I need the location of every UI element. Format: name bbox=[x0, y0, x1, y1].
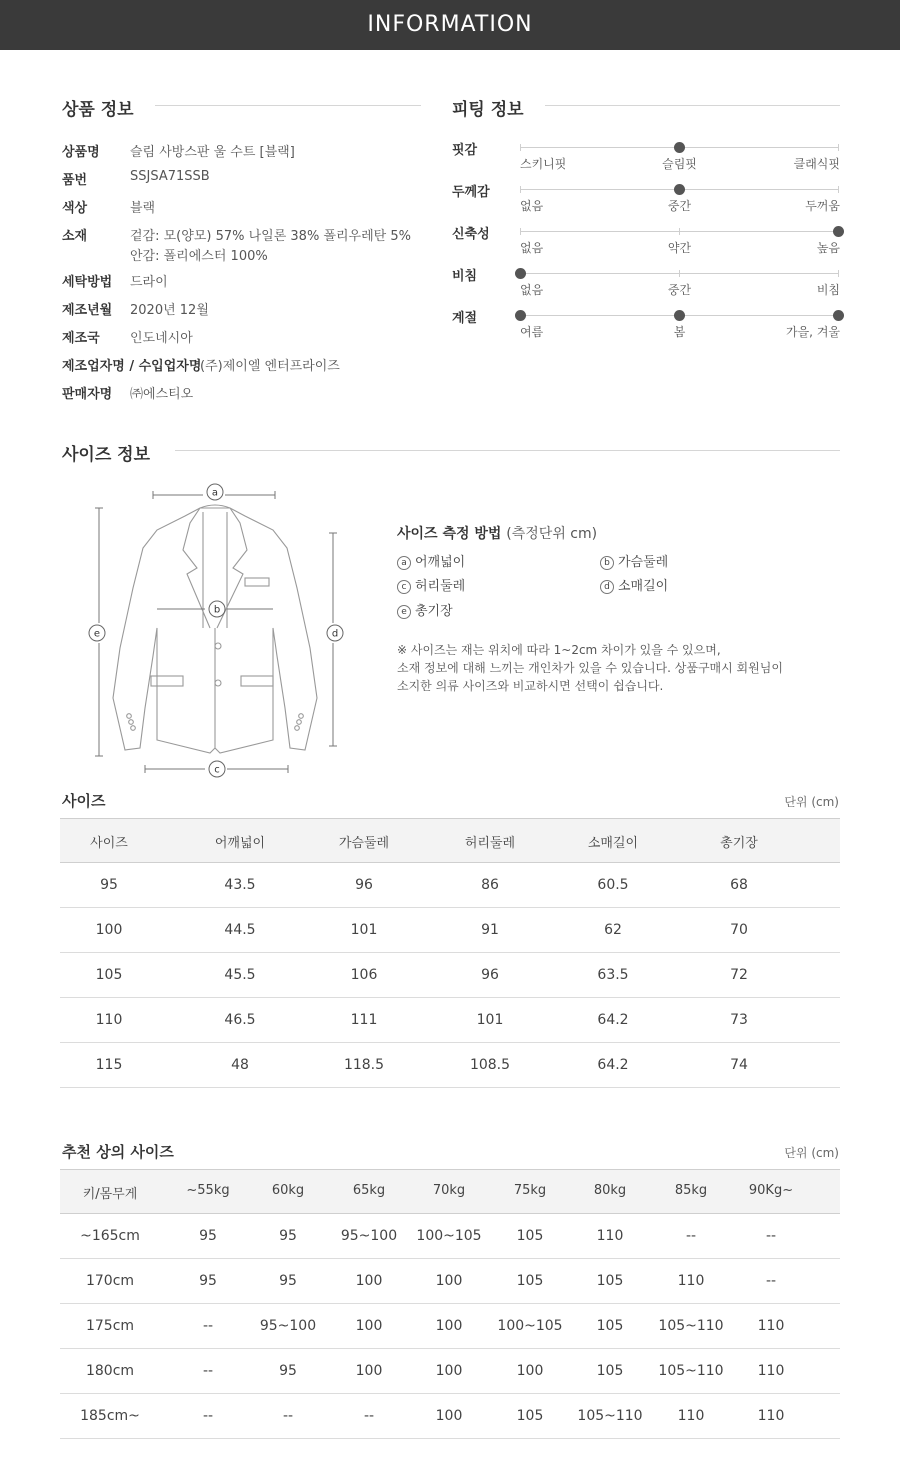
table-cell: -- bbox=[363, 1407, 375, 1424]
fitting-key: 신축성 bbox=[452, 227, 490, 242]
diagram-letter-d: d bbox=[331, 628, 339, 640]
table-cell: 60.5 bbox=[597, 876, 629, 893]
table-cell: 91 bbox=[481, 921, 499, 938]
table-cell: 110 bbox=[757, 1407, 785, 1424]
product-info-key: 색상 bbox=[62, 201, 88, 216]
table-cell: 106 bbox=[350, 966, 378, 983]
table-cell: 95 bbox=[279, 1227, 297, 1244]
fitting-label: 봄 bbox=[673, 325, 686, 339]
table-row-divider bbox=[60, 1393, 840, 1394]
product-info-value: 블랙 bbox=[130, 201, 156, 216]
rec-table-title: 추천 상의 사이즈 bbox=[62, 1143, 174, 1161]
fitting-row bbox=[452, 223, 842, 263]
fitting-label: 스키니핏 bbox=[520, 157, 567, 171]
table-cell: 185cm~ bbox=[80, 1407, 140, 1424]
fitting-label: 비침 bbox=[816, 283, 840, 297]
diagram-letter-a: a bbox=[211, 487, 219, 499]
table-cell: 45.5 bbox=[224, 966, 256, 983]
measure-letter: b bbox=[600, 556, 614, 570]
product-info-value: 2020년 12월 bbox=[130, 303, 209, 318]
table-header-cell: 사이즈 bbox=[90, 835, 128, 851]
table-header-cell: 90Kg~ bbox=[748, 1182, 794, 1198]
table-cell: 46.5 bbox=[224, 1011, 256, 1028]
table-row-divider bbox=[60, 1348, 840, 1349]
table-cell: 95 bbox=[279, 1272, 297, 1289]
fitting-label: 중간 bbox=[667, 199, 692, 213]
product-info-key: 제조업자명 / 수입업자명 bbox=[62, 359, 202, 374]
fitting-label: 중간 bbox=[667, 283, 692, 297]
table-cell: 105 bbox=[516, 1227, 544, 1244]
diagram-letter-e: e bbox=[93, 628, 101, 640]
divider bbox=[175, 450, 840, 451]
product-info-row bbox=[62, 197, 422, 217]
table-cell: 95 bbox=[199, 1272, 217, 1289]
product-info-key: 제조국 bbox=[62, 331, 100, 346]
fitting-tick bbox=[520, 144, 521, 151]
product-info-key: 판매자명 bbox=[62, 387, 113, 402]
table-cell: -- bbox=[282, 1407, 294, 1424]
table-cell: 118.5 bbox=[343, 1056, 385, 1073]
table-header-cell: 어깨넓이 bbox=[214, 835, 266, 851]
divider bbox=[155, 105, 421, 106]
product-info-value: SSJSA71SSB bbox=[130, 169, 210, 184]
measure-item bbox=[397, 575, 465, 594]
table-cell: 105~110 bbox=[577, 1407, 643, 1424]
product-info-value: ㈜에스티오 bbox=[130, 387, 194, 402]
table-header-cell: 가슴둘레 bbox=[338, 835, 390, 851]
table-row-divider bbox=[60, 1438, 840, 1439]
table-cell: 111 bbox=[350, 1011, 378, 1028]
size-note-line: ※ 사이즈는 재는 위치에 따라 1~2cm 차이가 있을 수 있으며, bbox=[397, 643, 721, 657]
rec-table-unit: 단위 (cm) bbox=[784, 1146, 839, 1160]
table-header-cell: 키/몸무게 bbox=[82, 1186, 138, 1202]
table-cell: 95 bbox=[279, 1362, 297, 1379]
table-cell: 100 bbox=[95, 921, 123, 938]
table-cell: 101 bbox=[350, 921, 378, 938]
table-cell: 110 bbox=[95, 1011, 123, 1028]
fitting-row bbox=[452, 307, 842, 347]
fitting-scale bbox=[520, 315, 839, 316]
product-info-row bbox=[62, 169, 422, 189]
fitting-marker bbox=[515, 268, 526, 279]
table-cell: -- bbox=[685, 1227, 697, 1244]
fitting-key: 두께감 bbox=[452, 185, 490, 200]
measure-method-label: 사이즈 측정 방법 bbox=[397, 526, 502, 542]
table-header-cell: 허리둘레 bbox=[464, 835, 516, 851]
fitting-tick bbox=[520, 228, 521, 235]
product-info-row bbox=[62, 271, 422, 291]
product-info-value: 슬림 사방스판 울 수트 [블랙] bbox=[130, 145, 295, 160]
table-cell: 105 bbox=[516, 1407, 544, 1424]
table-cell: 100 bbox=[516, 1362, 544, 1379]
fitting-scale bbox=[520, 147, 839, 148]
fitting-tick bbox=[520, 186, 521, 193]
table-cell: -- bbox=[202, 1317, 214, 1334]
table-cell: 100 bbox=[435, 1362, 463, 1379]
fitting-marker bbox=[833, 226, 844, 237]
table-cell: 74 bbox=[730, 1056, 748, 1073]
table-cell: 105~110 bbox=[658, 1317, 724, 1334]
page-header bbox=[0, 0, 900, 50]
table-cell: 100 bbox=[435, 1317, 463, 1334]
table-row-divider bbox=[60, 952, 840, 953]
table-cell: -- bbox=[765, 1272, 777, 1289]
table-cell: 108.5 bbox=[469, 1056, 511, 1073]
product-info-key: 소재 bbox=[62, 229, 88, 244]
table-row-divider bbox=[60, 1087, 840, 1088]
table-cell: 100 bbox=[435, 1407, 463, 1424]
fitting-label: 없음 bbox=[520, 283, 544, 297]
measure-item bbox=[600, 575, 668, 594]
fitting-marker bbox=[833, 310, 844, 321]
fitting-label: 두꺼움 bbox=[805, 199, 840, 213]
table-cell: 43.5 bbox=[224, 876, 256, 893]
table-cell: 86 bbox=[481, 876, 499, 893]
table-cell: 110 bbox=[757, 1317, 785, 1334]
header-title: INFORMATION bbox=[367, 12, 533, 37]
fitting-label: 없음 bbox=[520, 199, 544, 213]
table-cell: 110 bbox=[677, 1272, 705, 1289]
product-info-row bbox=[62, 299, 422, 319]
table-header-cell: ~55kg bbox=[186, 1182, 230, 1198]
fitting-tick bbox=[679, 270, 680, 277]
table-cell: 110 bbox=[677, 1407, 705, 1424]
product-info-value: (주)제이엘 엔터프라이즈 bbox=[200, 359, 340, 374]
fitting-label: 약간 bbox=[667, 241, 692, 255]
divider bbox=[545, 105, 840, 106]
fitting-label: 클래식핏 bbox=[793, 157, 840, 171]
measure-letter: e bbox=[397, 605, 411, 619]
product-info-key: 상품명 bbox=[62, 145, 100, 160]
table-cell: 101 bbox=[476, 1011, 504, 1028]
table-cell: 105 bbox=[516, 1272, 544, 1289]
table-header-cell: 총기장 bbox=[720, 835, 758, 851]
size-note-line: 소지한 의류 사이즈와 비교하시면 선택이 쉽습니다. bbox=[397, 679, 664, 693]
table-cell: 73 bbox=[730, 1011, 748, 1028]
table-cell: 62 bbox=[604, 921, 622, 938]
measure-method-title bbox=[397, 523, 597, 543]
measure-method-unit: (측정단위 cm) bbox=[506, 526, 598, 542]
fitting-label: 없음 bbox=[520, 241, 544, 255]
size-info-title: 사이즈 정보 bbox=[62, 445, 151, 465]
measure-item bbox=[397, 551, 465, 570]
table-row-divider bbox=[60, 1303, 840, 1304]
table-cell: 100~105 bbox=[497, 1317, 563, 1334]
table-header-cell: 소매길이 bbox=[587, 835, 639, 851]
table-cell: 105 bbox=[596, 1362, 624, 1379]
fitting-label: 슬림핏 bbox=[662, 157, 697, 171]
fitting-marker bbox=[674, 184, 685, 195]
measure-letter: a bbox=[397, 556, 411, 570]
measure-item bbox=[397, 600, 453, 619]
table-cell: 68 bbox=[730, 876, 748, 893]
table-cell: 100 bbox=[355, 1272, 383, 1289]
fitting-marker bbox=[674, 310, 685, 321]
measure-label: 가슴둘레 bbox=[618, 555, 669, 570]
table-row-divider bbox=[60, 997, 840, 998]
product-info-value: 드라이 bbox=[130, 275, 168, 290]
table-cell: 95 bbox=[100, 876, 118, 893]
table-cell: 100 bbox=[435, 1272, 463, 1289]
fitting-info-title: 피팅 정보 bbox=[452, 100, 524, 120]
fitting-key: 계절 bbox=[452, 311, 478, 326]
product-info-value: 겉감: 모(양모) 57% 나일론 38% 폴리우레탄 5% bbox=[130, 229, 411, 244]
table-header-cell: 85kg bbox=[674, 1182, 708, 1198]
product-info-value: 인도네시아 bbox=[130, 331, 193, 346]
table-cell: 110 bbox=[596, 1227, 624, 1244]
measure-label: 총기장 bbox=[415, 604, 453, 619]
fitting-tick bbox=[679, 228, 680, 235]
fitting-row bbox=[452, 139, 842, 179]
measure-letter: c bbox=[397, 580, 411, 594]
table-cell: 72 bbox=[730, 966, 748, 983]
product-info-title: 상품 정보 bbox=[62, 100, 134, 120]
table-cell: 170cm bbox=[85, 1272, 135, 1289]
jacket-diagram bbox=[85, 478, 345, 778]
fitting-tick bbox=[838, 270, 839, 277]
table-cell: 95~100 bbox=[340, 1227, 398, 1244]
product-info-row bbox=[62, 327, 422, 347]
table-cell: -- bbox=[202, 1362, 214, 1379]
diagram-letter-b: b bbox=[213, 604, 221, 616]
table-row-divider bbox=[60, 1258, 840, 1259]
fitting-label: 높음 bbox=[816, 241, 840, 255]
table-header-cell: 80kg bbox=[593, 1182, 627, 1198]
table-cell: 48 bbox=[231, 1056, 249, 1073]
fitting-tick bbox=[838, 144, 839, 151]
table-cell: 180cm bbox=[85, 1362, 135, 1379]
fitting-scale bbox=[520, 273, 839, 274]
measure-label: 허리둘레 bbox=[415, 579, 466, 594]
fitting-row bbox=[452, 265, 842, 305]
table-cell: 100 bbox=[355, 1317, 383, 1334]
table-cell: 100~105 bbox=[416, 1227, 482, 1244]
fitting-marker bbox=[674, 142, 685, 153]
size-table-unit: 단위 (cm) bbox=[784, 795, 839, 809]
size-note bbox=[397, 641, 783, 695]
table-row-divider bbox=[60, 907, 840, 908]
fitting-marker bbox=[515, 310, 526, 321]
table-cell: 110 bbox=[757, 1362, 785, 1379]
table-row-divider bbox=[60, 1042, 840, 1043]
measure-item bbox=[600, 551, 668, 570]
table-cell: 105 bbox=[95, 966, 123, 983]
table-cell: 175cm bbox=[85, 1317, 135, 1334]
table-cell: 63.5 bbox=[597, 966, 629, 983]
table-cell: -- bbox=[202, 1407, 214, 1424]
fitting-key: 핏감 bbox=[452, 143, 478, 158]
table-cell: 70 bbox=[730, 921, 748, 938]
table-header-cell: 75kg bbox=[513, 1182, 547, 1198]
table-cell: ~165cm bbox=[80, 1227, 140, 1244]
table-cell: -- bbox=[765, 1227, 777, 1244]
product-info-key: 품번 bbox=[62, 173, 88, 188]
product-info-row bbox=[62, 141, 422, 161]
diagram-letter-c: c bbox=[214, 764, 220, 776]
table-cell: 115 bbox=[95, 1056, 123, 1073]
measure-label: 어깨넓이 bbox=[415, 555, 466, 570]
product-info-row bbox=[62, 355, 422, 375]
fitting-label: 가을, 겨울 bbox=[786, 325, 840, 339]
table-cell: 64.2 bbox=[597, 1011, 629, 1028]
size-note-line: 소재 정보에 대해 느끼는 개인차가 있을 수 있습니다. 상품구매시 회원님이 bbox=[397, 661, 783, 675]
product-info-row bbox=[62, 383, 422, 403]
table-header-cell: 70kg bbox=[432, 1182, 466, 1198]
table-cell: 105 bbox=[596, 1317, 624, 1334]
table-cell: 96 bbox=[481, 966, 499, 983]
table-cell: 105 bbox=[596, 1272, 624, 1289]
size-table-title: 사이즈 bbox=[62, 792, 106, 810]
fitting-scale bbox=[520, 189, 839, 190]
table-header-cell: 60kg bbox=[271, 1182, 305, 1198]
measure-label: 소매길이 bbox=[618, 579, 669, 594]
fitting-scale bbox=[520, 231, 839, 232]
fitting-tick bbox=[838, 186, 839, 193]
table-header-cell: 65kg bbox=[352, 1182, 386, 1198]
fitting-row bbox=[452, 181, 842, 221]
measure-letter: d bbox=[600, 580, 614, 594]
table-cell: 105~110 bbox=[658, 1362, 724, 1379]
product-info-key: 제조년월 bbox=[62, 303, 113, 318]
fitting-key: 비침 bbox=[452, 269, 478, 284]
table-cell: 95 bbox=[199, 1227, 217, 1244]
fitting-label: 여름 bbox=[520, 325, 544, 339]
table-cell: 44.5 bbox=[224, 921, 256, 938]
table-cell: 100 bbox=[355, 1362, 383, 1379]
product-info-key: 세탁방법 bbox=[62, 275, 113, 290]
product-info-value: 안감: 폴리에스터 100% bbox=[130, 249, 268, 264]
table-cell: 95~100 bbox=[259, 1317, 317, 1334]
table-cell: 96 bbox=[355, 876, 373, 893]
table-cell: 64.2 bbox=[597, 1056, 629, 1073]
product-info-row bbox=[62, 225, 422, 265]
